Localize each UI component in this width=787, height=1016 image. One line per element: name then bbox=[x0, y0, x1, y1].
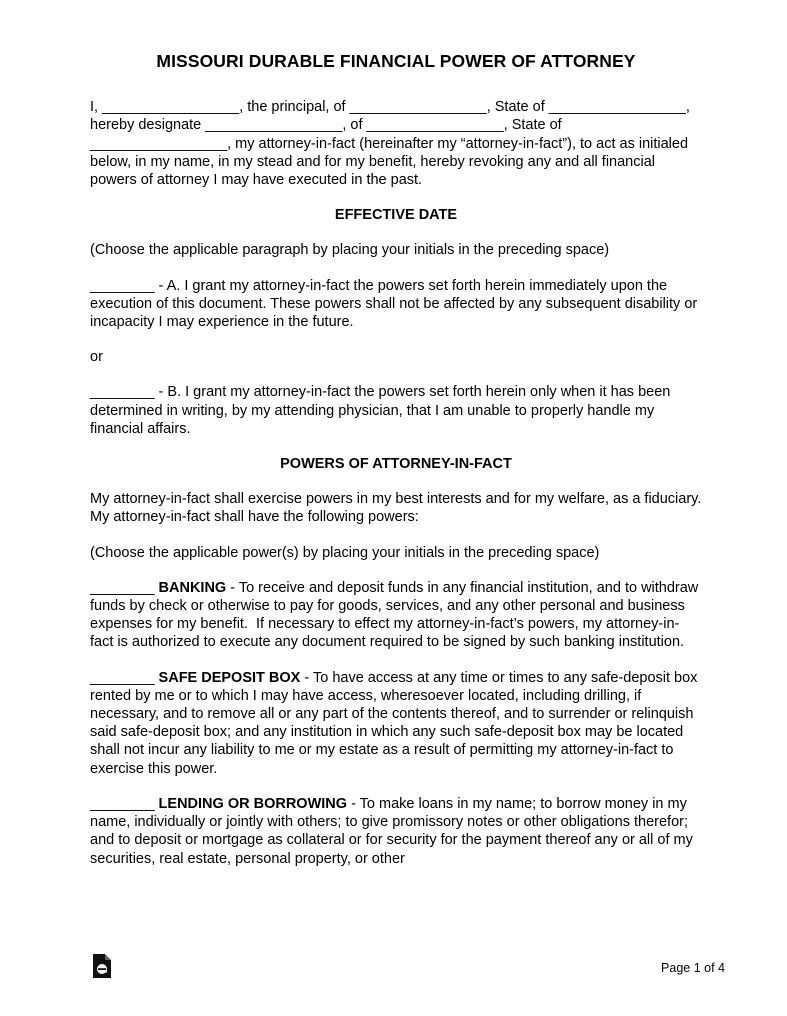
power-title: SAFE DEPOSIT BOX bbox=[158, 669, 301, 686]
power-initial-blank: ________ bbox=[90, 579, 159, 596]
power-lending-or-borrowing bbox=[90, 795, 702, 868]
page-number: Page 1 of 4 bbox=[661, 961, 725, 975]
effective-date-instruction: (Choose the applicable paragraph by placing your initials in the preceding space) bbox=[90, 242, 610, 259]
power-text: - To receive and deposit funds in any financial institution, and to withdraw funds by check or otherwise to pay for goods, services, and any other personal and business expenses for my benefit. If necessary to effect my attorney-in-fact’s powers, my attorney-in-fact is authorized to execute any document required to be signed by such banking institution. bbox=[90, 579, 703, 651]
powers-heading: POWERS OF ATTORNEY-IN-FACT bbox=[280, 456, 512, 473]
powers-instruction: (Choose the applicable power(s) by placing your initials in the preceding space) bbox=[90, 544, 600, 561]
document-page bbox=[90, 51, 706, 885]
power-text: - To make loans in my name; to borrow money in my name, individually or jointly with others; to give promissory notes or other obligations therefor; and to deposit or mortgage as collateral or for security for the payment thereof any or all of my securities, real estate, personal property, or other bbox=[90, 795, 697, 867]
power-initial-blank: ________ bbox=[90, 669, 159, 686]
effective-date-option-b: ________ - B. I grant my attorney-in-fact the powers set forth herein only when it has been determined in writing, by my attending physician, that I am unable to properly handle my financial affairs. bbox=[90, 384, 675, 437]
document-title: MISSOURI DURABLE FINANCIAL POWER OF ATTORNEY bbox=[156, 51, 636, 71]
power-text: - To have access at any time or times to any safe-deposit box rented by me or to which I may have access, wheresoever located, including drilling, if necessary, and to remove all or any part of the contents thereof, and to surrender or relinquish said safe-deposit box; and any institution in which any such safe-deposit box may be located shall not incur any liability to me or my estate as a result of permitting my attorney-in-fact to exercise this power. bbox=[90, 669, 702, 777]
effective-date-or: or bbox=[90, 349, 103, 366]
effective-date-option-a: ________ - A. I grant my attorney-in-fact the powers set forth herein immediately upon the execution of this document. These powers shall not be affected by any subsequent disability or incapacity I may experience in the future. bbox=[90, 277, 702, 331]
powers-intro: My attorney-in-fact shall exercise powers in my best interests and for my welfare, as a fiduciary. My attorney-in-fact shall have the following powers: bbox=[90, 491, 706, 526]
intro-paragraph: I, _________________, the principal, of _________________, State of _________________, hereby designate _________________, of _________________, State of _________________, my attorney-in-fact (hereinafter my “attorney-in-fact”), to act as initialed below, in my name, in my stead and for my benefit, hereby revoking any and all financial powers of attorney I may have executed in the past. bbox=[90, 99, 694, 189]
power-initial-blank: ________ bbox=[90, 795, 159, 812]
eforms-logo-icon bbox=[91, 953, 113, 979]
power-banking bbox=[90, 579, 702, 652]
effective-date-heading: EFFECTIVE DATE bbox=[334, 207, 458, 224]
power-title: BANKING bbox=[158, 579, 227, 596]
power-safe-deposit-box bbox=[90, 669, 702, 778]
power-title: LENDING OR BORROWING bbox=[158, 795, 348, 812]
